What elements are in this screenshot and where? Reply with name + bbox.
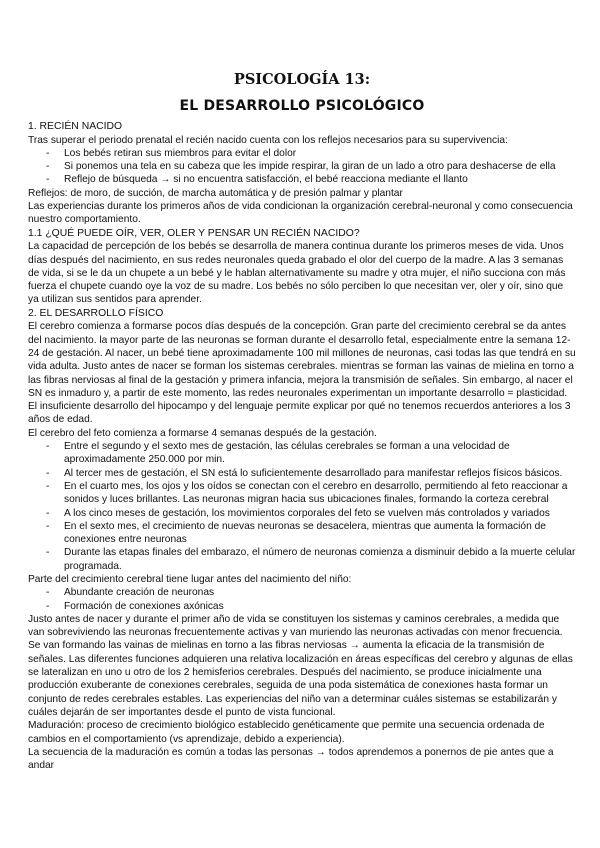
list-item [28,147,576,160]
list-item-text: Al tercer mes de gestación, el SN está lo suficientemente desarrollado para manifestar reflejos físicos básicos. [64,467,563,479]
list-item [28,480,576,507]
bullet-dash: - [46,507,50,519]
reflex-list [28,147,576,187]
bullet-dash: - [46,480,50,492]
paragraph-before-birth: Parte del crecimiento cerebral tiene lugar antes del nacimiento del niño: [28,573,352,585]
section-heading-2: 2. EL DESARROLLO FÍSICO [28,307,164,319]
bullet-dash: - [46,520,50,532]
growth-list [28,586,576,613]
paragraph-maduracion: Maduración: proceso de crecimiento biológico establecido genéticamente que permite una secuencia ordenada de cambios en el comportamiento (vs aprendizaje, debido a experiencia). [28,720,545,745]
list-item [28,600,576,613]
section-heading-1: 1. RECIÉN NACIDO [28,121,123,132]
bullet-dash: - [46,547,50,559]
list-item-text: Entre el segundo y el sexto mes de gestación, las células cerebrales se forman a una velocidad de aproximadamente 250.000 por min. [64,441,510,466]
list-item [28,467,576,480]
bullet-dash: - [46,174,50,186]
list-item [28,520,576,547]
list-item [28,546,576,573]
bullet-dash: - [46,147,50,159]
paragraph-fetus: El cerebro del feto comienza a formarse 4 semanas después de la gestación. [28,427,377,439]
document-page [28,70,576,772]
list-item-text: Abundante creación de neuronas [64,587,215,599]
paragraph-after-birth: Justo antes de nacer y durante el primer año de vida se constituyen los sistemas y caminos cerebrales, a medida que van sobreviviendo las neuronas frecuentemente activas y van muriendo las neuronas activadas con menor frecuencia. Se van formando las vainas de mielinas en torno a las fibras nerviosas → aumenta la eficacia de la transmisión de señales. Las diferentes funciones adquieren una relativa localización en áreas específicas del cerebro y algunas de ellas se lateralizan en uno u otro de los 2 hemisferios cerebrales. Después del nacimiento, se produce inicialmente una producción exuberante de conexiones cerebrales, seguida de una poda sistemática de conexiones hasta formar un conjunto de redes cerebrales estables. Las experiencias del niño van a determinar cuáles sistemas se estabilizarán y cuáles dejarán de ser importantes desde el punto de vista funcional. [28,613,573,718]
list-item-text: En el cuarto mes, los ojos y los oídos se conectan con el cerebro en desarrollo, permitiendo al feto reaccionar a sonidos y luces brillantes. Las neuronas migran hacia sus ubicaciones finales, formando la corteza cerebral [64,480,568,506]
list-item-text: A los cinco meses de gestación, los movimientos corporales del feto se vuelven más controlados y variados [64,507,550,519]
list-item [28,440,576,467]
bullet-dash: - [46,587,50,599]
paragraph-secuencia: La secuencia de la maduración es común a todas las personas → todos aprendemos a ponernos de pie antes que a andar [28,746,554,772]
paragraph-brain: El cerebro comienza a formarse pocos días después de la concepción. Gran parte del crecimiento cerebral se da antes del nacimiento. la mayor parte de las neuronas se forman durante el desarrollo fetal, especialmente entre la semana 12-24 de gestación. Al nacer, un bebé tiene aproximadamente 100 mil millones de neuronas, casi todas las que tendrá en su vida adulta. Justo antes de nacer se forman los sistemas cerebrales. mientras se forman las vainas de mielina en torno a las fibras nerviosas al final de la gestación y primera infancia, mejora la transmisión de señales. Sin embargo, al nacer el SN es inmaduro y, a partir de este momento, las redes neuronales experimentan un importante desarrollo = plasticidad. El insuficiente desarrollo del hipocampo y del lenguaje permite explicar por qué no tenemos recuerdos anteriores a los 3 años de edad. [28,321,576,426]
bullet-dash: - [46,467,50,479]
bullet-dash: - [46,600,50,612]
bullet-dash: - [46,161,50,173]
list-item [28,586,576,599]
bullet-dash: - [46,441,50,453]
list-item-text: Formación de conexiones axónicas [64,600,224,612]
section-heading-1-1: 1.1 ¿QUÉ PUEDE OÍR, VER, OLER Y PENSAR UN RECIÉN NACIDO? [28,227,360,239]
list-item [28,507,576,520]
list-item [28,173,576,186]
paragraph-experiences: Las experiencias durante los primeros años de vida condicionan la organización cerebral-neuronal y como consecuencia nuestro comportamiento. [28,201,573,226]
list-item-text: Durante las etapas finales del embarazo, el número de neuronas comienza a disminuir debido a la muerte celular programada. [64,547,576,572]
list-item-text: En el sexto mes, el crecimiento de nuevas neuronas se desacelera, mientras que aumenta la formación de conexiones entre neuronas [64,520,546,546]
gestation-list [28,440,576,573]
list-item-text: Si ponemos una tela en su cabeza que les impide respirar, la giran de un lado a otro para deshacerse de ella [64,161,556,173]
list-item-text: Los bebés retiran sus miembros para evitar el dolor [64,147,297,159]
document-subtitle: EL DESARROLLO PSICOLÓGICO [179,98,425,114]
list-item-text: Reflejo de búsqueda → si no encuentra satisfacción, el bebé reacciona mediante el llanto [64,174,468,186]
paragraph-reflexes: Reflejos: de moro, de succión, de marcha automática y de presión palmar y plantar [28,187,403,199]
paragraph-intro: Tras superar el periodo prenatal el recién nacido cuenta con los reflejos necesarios para su supervivencia: [28,134,508,146]
paragraph-perception: La capacidad de percepción de los bebés se desarrolla de manera continua durante los primeros meses de vida. Unos días después del nacimiento, en sus redes neuronales queda grabado el olor del cuerpo de la madre. A las 3 semanas de vida, si se le da un chupete a un bebé y le hablan alternativamente su madre y otra mujer, el niño succiona con más fuerza el chupete cuando oye la voz de su madre. Los bebés no sólo perciben lo que necesitan ver, oler y oír, sino que ya utilizan sus sentidos para aprender. [28,241,566,306]
document-title: PSICOLOGÍA 13: [233,71,371,88]
list-item [28,160,576,173]
